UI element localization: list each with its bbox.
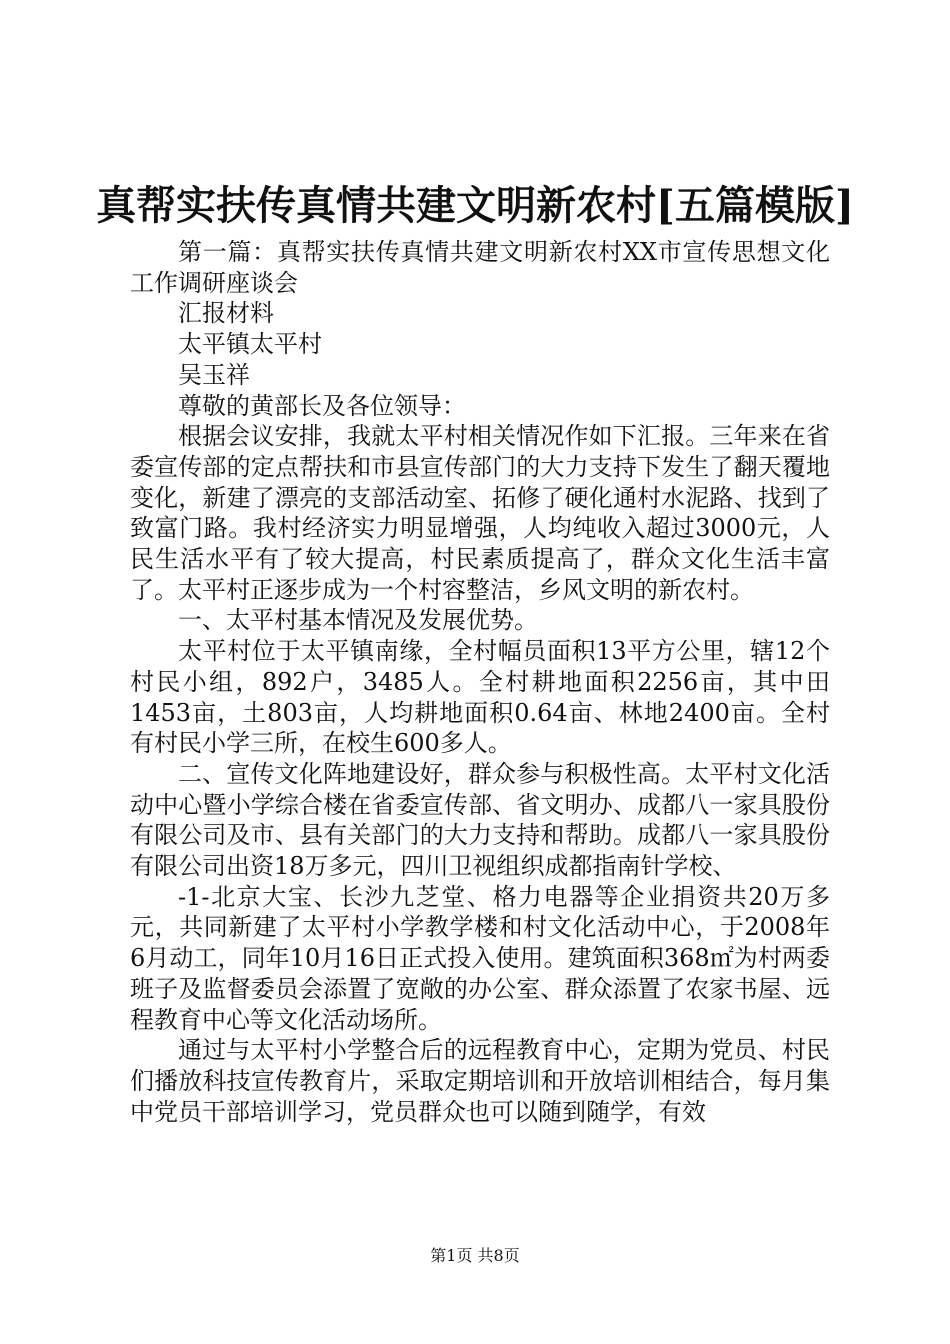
paragraph-donations: -1-北京大宝、长沙九芝堂、格力电器等企业捐资共20万多元，共同新建了太平村小学教学楼和村文化活动中心，于2008年6月动工，同年10月16日正式投入使用。建筑面积368㎡为村两委班子及监督委员会添置了宽敞的办公室、群众添置了农家书屋、远程教育中心等文化活动场所。 [130,882,830,1034]
paragraph-section-two: 二、宣传文化阵地建设好，群众参与积极性高。太平村文化活动中心暨小学综合楼在省委宣传部、省文明办、成都八一家具股份有限公司及市、县有关部门的大力支持和帮助。成都八一家具股份有限公司出资18万多元，四川卫视组织成都指南针学校、 [130,759,830,881]
paragraph-salutation: 尊敬的黄部长及各位领导： [178,391,466,420]
paragraph-overview: 根据会议安排，我就太平村相关情况作如下汇报。三年来在省委宣传部的定点帮扶和市县宣传部门的大力支持下发生了翻天覆地变化，新建了漂亮的支部活动室、拓修了硬化通村水泥路、找到了致富门路。我村经济实力明显增强，人均纯收入超过3000元，人民生活水平有了较大提高，村民素质提高了，群众文化生活丰富了。太平村正逐步成为一个村容整洁，乡风文明的新农村。 [130,422,830,604]
paragraph-remote-education: 通过与太平村小学整合后的远程教育中心，定期为党员、村民们播放科技宣传教育片，采取定期培训和开放培训相结合，每月集中党员干部培训学习，党员群众也可以随到随学，有效 [130,1036,830,1126]
paragraph-basic-info: 太平村位于太平镇南缘，全村幅员面积13平方公里，辖12个村民小组，892户，3485人。全村耕地面积2256亩，其中田1453亩，土803亩，人均耕地面积0.64亩、林地2400亩。全村有村民小学三所，在校生600多人。 [130,637,830,758]
paragraph-report-material: 汇报材料 [178,299,274,328]
document-body [130,237,830,1127]
paragraph-author-name: 吴玉祥 [178,360,250,389]
document-title: 真帮实扶传真情共建文明新农村[五篇模版] [96,182,854,229]
paragraph-village-name: 太平镇太平村 [178,330,322,359]
page-number-footer: 第1页 共8页 [430,1246,520,1265]
paragraph-section-one-heading: 一、太平村基本情况及发展优势。 [178,606,538,635]
paragraph-intro-heading: 第一篇：真帮实扶传真情共建文明新农村XX市宣传思想文化工作调研座谈会 [130,238,830,297]
